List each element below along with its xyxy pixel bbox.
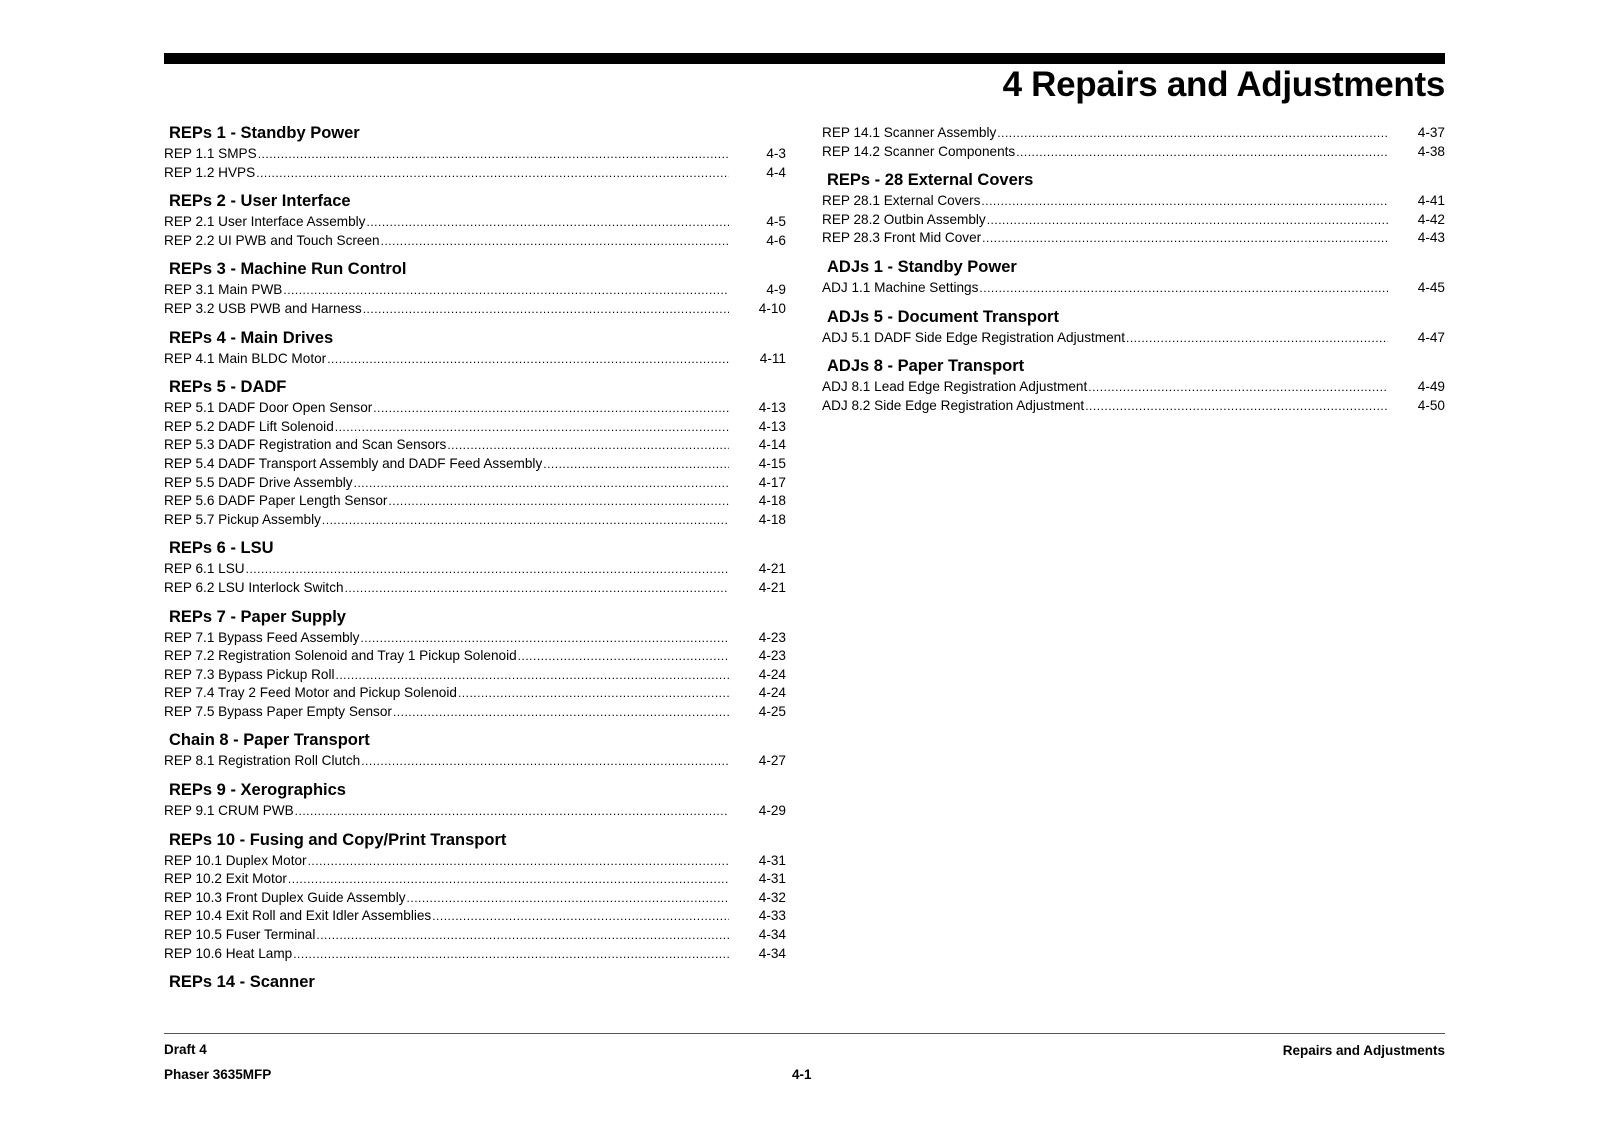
toc-entry-label: REP 10.1 Duplex Motor [164, 852, 307, 868]
toc-entry-label: REP 10.4 Exit Roll and Exit Idler Assemblies [164, 908, 432, 924]
toc-entry-label: REP 28.3 Front Mid Cover [822, 230, 982, 246]
toc-entry-label: REP 8.1 Registration Roll Clutch [164, 753, 361, 769]
toc-entry-label: REP 7.4 Tray 2 Feed Motor and Pickup Solenoid [164, 685, 457, 701]
dot-leader [388, 492, 729, 511]
toc-entry-label: REP 10.5 Fuser Terminal [164, 927, 316, 943]
toc-entry-label: REP 7.3 Bypass Pickup Roll [164, 666, 335, 682]
toc-entry-label: REP 14.1 Scanner Assembly [822, 125, 997, 140]
toc-section [164, 731, 786, 771]
toc-section [822, 308, 1445, 348]
toc-entry[interactable] [164, 281, 786, 300]
toc-entry-label: REP 7.2 Registration Solenoid and Tray 1 Pickup Solenoid [164, 648, 517, 664]
toc-entry-page: 4-32 [758, 889, 786, 905]
toc-entry[interactable] [164, 145, 786, 164]
footer-chapter: Repairs and Adjustments [1282, 1043, 1445, 1058]
toc-entry[interactable] [164, 870, 786, 889]
dot-leader [256, 164, 729, 183]
dot-leader [283, 281, 729, 300]
section-title: ADJs 8 - Paper Transport [827, 357, 1025, 376]
toc-section [822, 258, 1445, 298]
toc-entry-label: REP 5.5 DADF Drive Assembly [164, 474, 353, 490]
toc-entry-label: REP 10.2 Exit Motor [164, 871, 287, 887]
dot-leader [327, 350, 729, 369]
dot-leader [295, 802, 729, 821]
toc-entry-label: REP 9.1 CRUM PWB [164, 803, 294, 819]
toc-entry[interactable] [164, 907, 786, 926]
toc-entry-page: 4-34 [758, 945, 786, 961]
toc-entry[interactable] [822, 397, 1445, 416]
footer-page-number: 4-1 [792, 1067, 812, 1082]
section-title: REPs 10 - Fusing and Copy/Print Transport [169, 830, 507, 849]
chapter-title: 4 Repairs and Adjustments [1002, 65, 1445, 104]
toc-entry-page: 4-18 [758, 511, 786, 527]
toc-section [164, 192, 786, 250]
toc-entry-label: REP 28.1 External Covers [822, 193, 981, 209]
toc-entry[interactable] [164, 752, 786, 771]
toc-entry-page: 4-33 [758, 908, 786, 924]
section-title: Chain 8 - Paper Transport [169, 731, 370, 750]
section-title: REPs - 28 External Covers [827, 171, 1034, 190]
toc-entry[interactable] [164, 436, 786, 455]
toc-entry[interactable] [822, 329, 1445, 348]
dot-leader [1126, 329, 1388, 348]
dot-leader [381, 232, 729, 251]
toc-entry-label: REP 7.1 Bypass Feed Assembly [164, 629, 360, 645]
dot-leader [997, 124, 1388, 143]
toc-entry-label: REP 28.2 Outbin Assembly [822, 211, 986, 227]
toc-entry[interactable] [164, 399, 786, 418]
dot-leader [458, 684, 729, 703]
toc-entry-page: 4-27 [758, 753, 786, 769]
toc-section [822, 124, 1445, 161]
dot-leader [335, 418, 729, 437]
footer-draft: Draft 4 [164, 1042, 207, 1057]
toc-entry[interactable] [164, 684, 786, 703]
dot-leader [981, 192, 1388, 211]
toc-entry-page: 4-5 [766, 214, 786, 230]
toc-entry-page: 4-24 [758, 685, 786, 701]
toc-section [164, 973, 786, 992]
toc-section [822, 357, 1445, 415]
toc-entry-label: REP 4.1 Main BLDC Motor [164, 350, 327, 366]
dot-leader [288, 870, 729, 889]
toc-entry-page: 4-14 [758, 437, 786, 453]
toc-entry-page: 4-15 [758, 455, 786, 471]
toc-entry-page: 4-41 [1417, 193, 1445, 209]
dot-leader [518, 647, 729, 666]
dot-leader [354, 474, 729, 493]
toc-entry-page: 4-50 [1417, 397, 1445, 413]
toc-entry[interactable] [164, 852, 786, 871]
toc-entry[interactable] [822, 143, 1445, 162]
section-title: REPs 2 - User Interface [169, 192, 351, 211]
toc-entry-label: REP 10.6 Heat Lamp [164, 945, 293, 961]
toc-entry-label: REP 5.7 Pickup Assembly [164, 511, 321, 527]
toc-section [164, 831, 786, 964]
toc-section [164, 539, 786, 597]
toc-entry[interactable] [822, 378, 1445, 397]
toc-entry[interactable] [164, 945, 786, 964]
toc-entry-page: 4-42 [1417, 211, 1445, 227]
toc-section [164, 124, 786, 182]
toc-entry-page: 4-23 [758, 648, 786, 664]
toc-entry[interactable] [822, 192, 1445, 211]
toc-entry-label: REP 6.1 LSU [164, 561, 245, 577]
dot-leader [1088, 378, 1388, 397]
toc-entry-page: 4-17 [758, 474, 786, 490]
toc-entry-page: 4-3 [766, 146, 786, 161]
dot-leader [373, 399, 729, 418]
dot-leader [345, 579, 729, 598]
toc-section [164, 608, 786, 722]
toc-entry[interactable] [822, 279, 1445, 298]
toc-entry-label: REP 2.1 User Interface Assembly [164, 214, 366, 230]
toc-entry-page: 4-47 [1417, 329, 1445, 345]
toc-entry-page: 4-24 [758, 666, 786, 682]
toc-entry-page: 4-34 [758, 927, 786, 943]
toc-entry-label: REP 5.1 DADF Door Open Sensor [164, 400, 373, 416]
dot-leader [363, 300, 729, 319]
toc-entry-label: REP 3.2 USB PWB and Harness [164, 300, 362, 316]
dot-leader [308, 852, 729, 871]
toc-entry-page: 4-23 [758, 629, 786, 645]
toc-entry[interactable] [164, 703, 786, 722]
toc-entry[interactable] [164, 164, 786, 183]
toc-entry-page: 4-13 [758, 400, 786, 416]
toc-left-column [164, 124, 786, 1002]
toc-entry-page: 4-29 [758, 803, 786, 819]
dot-leader [361, 752, 729, 771]
dot-leader [432, 907, 729, 926]
toc-entry-page: 4-43 [1417, 230, 1445, 246]
toc-entry[interactable] [164, 560, 786, 579]
toc-entry[interactable] [164, 926, 786, 945]
dot-leader [258, 145, 729, 164]
toc-entry[interactable] [164, 647, 786, 666]
toc-entry-label: REP 3.1 Main PWB [164, 282, 283, 298]
toc-entry-label: ADJ 1.1 Machine Settings [822, 279, 979, 295]
dot-leader [293, 945, 729, 964]
toc-entry[interactable] [822, 211, 1445, 230]
footer-rule [164, 1033, 1445, 1034]
section-title: ADJs 1 - Standby Power [827, 257, 1017, 276]
toc-entry[interactable] [164, 802, 786, 821]
toc-entry[interactable] [164, 232, 786, 251]
section-title: REPs 6 - LSU [169, 539, 274, 558]
top-rule [164, 53, 1445, 64]
toc-section [822, 171, 1445, 248]
toc-entry-label: ADJ 8.1 Lead Edge Registration Adjustment [822, 379, 1088, 395]
toc-entry-label: REP 5.4 DADF Transport Assembly and DADF Feed Assembly [164, 455, 543, 471]
dot-leader [393, 703, 729, 722]
dot-leader [360, 629, 729, 648]
toc-entry-label: REP 2.2 UI PWB and Touch Screen [164, 232, 380, 248]
section-title: REPs 4 - Main Drives [169, 328, 334, 347]
toc-entry[interactable] [164, 418, 786, 437]
section-title: REPs 3 - Machine Run Control [169, 260, 407, 279]
toc-entry-label: REP 10.3 Front Duplex Guide Assembly [164, 889, 406, 905]
toc-entry[interactable] [822, 229, 1445, 248]
toc-entry-label: REP 1.2 HVPS [164, 164, 256, 180]
toc-entry[interactable] [164, 350, 786, 369]
toc-entry[interactable] [164, 511, 786, 530]
toc-entry-page: 4-21 [758, 579, 786, 595]
toc-entry[interactable] [164, 474, 786, 493]
dot-leader [316, 926, 729, 945]
dot-leader [322, 511, 729, 530]
dot-leader [246, 560, 729, 579]
toc-section [164, 260, 786, 318]
dot-leader [407, 889, 729, 908]
toc-entry[interactable] [164, 300, 786, 319]
toc-entry-page: 4-31 [758, 852, 786, 868]
toc-section [164, 781, 786, 821]
toc-entry-page: 4-4 [766, 164, 786, 180]
toc-entry[interactable] [164, 629, 786, 648]
dot-leader [982, 229, 1388, 248]
section-title: REPs 9 - Xerographics [169, 781, 346, 800]
toc-entry-label: REP 5.2 DADF Lift Solenoid [164, 418, 334, 434]
toc-entry[interactable] [164, 213, 786, 232]
toc-entry-label: REP 1.1 SMPS [164, 146, 257, 161]
toc-entry-page: 4-6 [766, 232, 786, 248]
toc-entry-page: 4-10 [758, 300, 786, 316]
toc-entry-page: 4-11 [759, 350, 786, 366]
toc-entry-label: ADJ 5.1 DADF Side Edge Registration Adjustment [822, 329, 1125, 345]
toc-section [164, 378, 786, 529]
toc-entry-page: 4-18 [758, 493, 786, 509]
toc-entry[interactable] [164, 455, 786, 474]
toc-entry-page: 4-31 [758, 871, 786, 887]
dot-leader [1085, 397, 1388, 416]
toc-entry-page: 4-49 [1417, 379, 1445, 395]
toc-entry-label: REP 7.5 Bypass Paper Empty Sensor [164, 703, 392, 719]
dot-leader [366, 213, 729, 232]
dot-leader [979, 279, 1388, 298]
toc-entry-page: 4-25 [758, 703, 786, 719]
toc-entry[interactable] [164, 889, 786, 908]
toc-entry[interactable] [164, 666, 786, 685]
toc-right-column [822, 124, 1445, 425]
toc-entry-label: REP 5.6 DADF Paper Length Sensor [164, 493, 388, 509]
section-title: REPs 14 - Scanner [169, 973, 315, 992]
toc-entry[interactable] [822, 124, 1445, 143]
dot-leader [336, 666, 729, 685]
section-title: REPs 5 - DADF [169, 378, 287, 397]
footer-model: Phaser 3635MFP [164, 1067, 272, 1082]
dot-leader [543, 455, 729, 474]
toc-entry-page: 4-37 [1417, 125, 1445, 140]
toc-entry-label: REP 6.2 LSU Interlock Switch [164, 579, 344, 595]
dot-leader [1016, 143, 1388, 162]
dot-leader [987, 211, 1388, 230]
section-title: REPs 1 - Standby Power [169, 124, 360, 142]
toc-entry-page: 4-13 [758, 418, 786, 434]
dot-leader [447, 436, 729, 455]
toc-entry-page: 4-21 [758, 561, 786, 577]
toc-entry-label: REP 5.3 DADF Registration and Scan Sensors [164, 437, 447, 453]
toc-entry-page: 4-9 [766, 282, 786, 298]
toc-entry[interactable] [164, 579, 786, 598]
section-title: REPs 7 - Paper Supply [169, 607, 346, 626]
toc-entry-label: ADJ 8.2 Side Edge Registration Adjustment [822, 397, 1085, 413]
toc-entry-page: 4-45 [1417, 279, 1445, 295]
toc-entry-label: REP 14.2 Scanner Components [822, 143, 1016, 159]
toc-section [164, 329, 786, 369]
toc-entry[interactable] [164, 492, 786, 511]
toc-entry-page: 4-38 [1417, 143, 1445, 159]
section-title: ADJs 5 - Document Transport [827, 307, 1059, 326]
